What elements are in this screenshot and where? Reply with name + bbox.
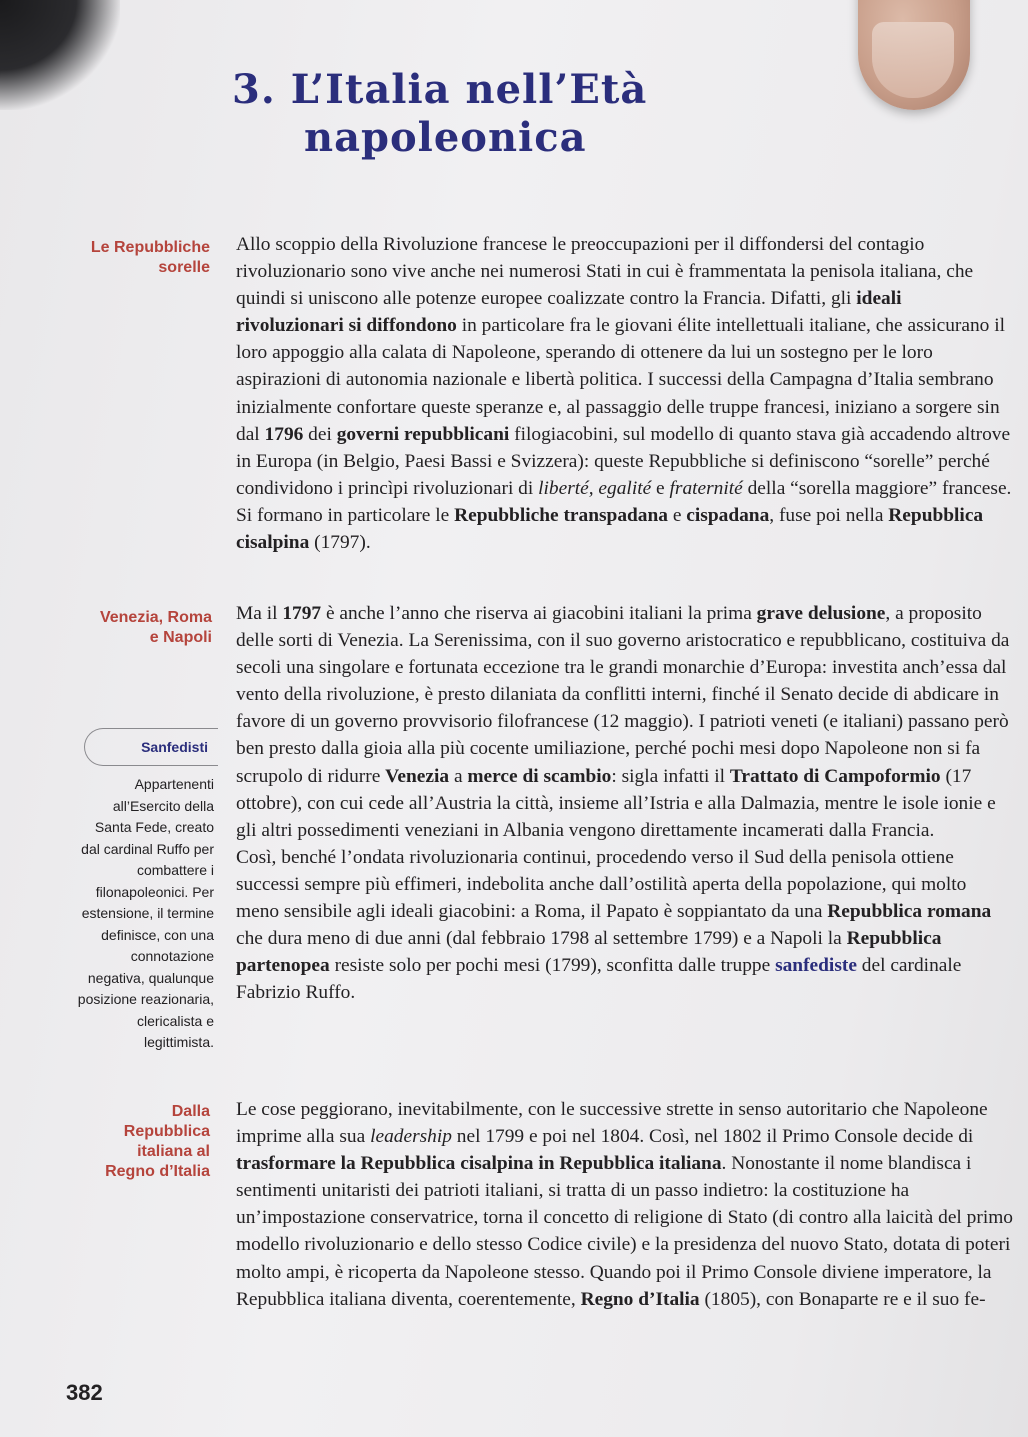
glossary-term-sanfedisti: Sanfedisti (84, 728, 218, 766)
bold-text: Venezia (385, 765, 450, 787)
text: nel 1799 e poi nel 1804. Così, nel 1802 il Primo Console decide di (451, 1126, 974, 1148)
text: a (449, 765, 468, 787)
text: (1797). (309, 532, 371, 554)
bold-text: merce di scambio (467, 765, 612, 787)
glossary-definition: Appartenenti all’Esercito della Santa Fede, creato dal cardinal Ruffo per combattere i filonapoleonici. Per estensione, il termine definisce, con una connotazione negativa, qualunque posizione reazionaria, clericalista e legittimista. (77, 776, 214, 1050)
text: in particolare fra le giovani élite intellettuali italiane, che assicurano il loro appoggio alla calata di Napoleone, sperando di ottenere da lui un sostegno per le loro aspirazioni di autonomia nazionale e libertà politica. I successi della Campagna d’Italia sembrano inizialmente confortare queste speranze e, al passaggio delle truppe francesi, iniziano a sorgere sin dal (236, 315, 1005, 445)
paragraph-repubbliche-sorelle (236, 231, 1014, 556)
paragraph-venezia-roma-napoli (236, 600, 1014, 1006)
text: che dura meno di due anni (dal febbraio 1798 al settembre 1799) e a Napoli la (236, 928, 847, 950)
bold-text: ideali rivoluzionari si diffondono (236, 288, 902, 337)
bold-text: Repubblica cisalpina (236, 504, 984, 554)
margin-heading-regno-italia: Dalla Repubblica italiana al Regno d’Italia (105, 1103, 210, 1180)
margin-heading-venezia-roma-napoli: Venezia, Roma e Napoli (99, 609, 212, 646)
bold-text: 1797 (282, 603, 322, 624)
title-line-1: L’Italia nell’Età (290, 66, 648, 113)
page-corner-shadow (0, 0, 120, 110)
text: è anche l’anno che riserva ai giacobini italiani la prima (321, 603, 757, 624)
chapter-title (232, 66, 647, 162)
thumbnail (872, 22, 954, 98)
section-number: 3. (232, 66, 276, 113)
bold-text: trasformare la Repubblica cisalpina in Repubblica italiana (236, 1153, 722, 1175)
text: . Nonostante il nome blandisca i sentimenti unitaristi dei patrioti italiani, si tratta di un passo indietro: la costituzione ha un’impostazione conservatrice, torna il concetto di religione di Stato (di contro alla laicità del primo modello rivoluzionario e dello stesso Codice civile) e la presidenza del nuovo Stato, dotata di poteri molto ampi, è ricoperta da Napoleone stesso. Quando poi il Primo Console diviene imperatore, la Repubblica italiana diventa, coerentemente, (236, 1153, 1013, 1310)
text: della “sorella maggiore” francese. Si formano in particolare le (236, 477, 1012, 526)
text: e (651, 477, 670, 499)
bold-text: Trattato di Campoformio (729, 765, 941, 787)
italic-text: fraternité (669, 477, 743, 499)
text: del cardinale Fabrizio Ruffo. (236, 955, 962, 1004)
title-line-2: napoleonica (304, 114, 587, 161)
text: Le cose peggiorano, inevitabilmente, con le successive strette in senso autoritario che Napoleone imprime alla sua (236, 1099, 988, 1148)
text: Allo scoppio della Rivoluzione francese le preoccupazioni per il diffondersi del contagio rivoluzionario sono vive anche nei numerosi Stati in cui è frammentata la penisola italiana, che quindi si uniscono alle potenze europee coalizzate contro la Francia. Difatti, gli (236, 234, 974, 310)
bold-text: cispadana (686, 504, 770, 526)
text: , a proposito delle sorti di Venezia. La Serenissima, con il suo governo aristocratico e repubblicano, costituiva da secoli una singolare e fortunata eccezione tra le grandi monarchie d’Europa: investita anch’essa dal vento della rivoluzione, è presto dilaniata da conflitti interni, finché il Senato decide di abdicare in favore di un governo provvisorio filofrancese (12 maggio). I patrioti veneti (e italiani) passano però ben presto dalla gioia alla più cocente umiliazione, perché pochi mesi dopo Napoleone non si fa scrupolo di ridurre (236, 603, 1010, 787)
bold-text: Repubblica romana (827, 901, 992, 923)
text: (1805), con Bonaparte re e il suo fe- (699, 1288, 986, 1310)
text: dei (303, 423, 337, 445)
bold-text: governi repubblicani (336, 423, 510, 445)
italic-text: leadership (370, 1126, 452, 1148)
text: filogiacobini, sul modello di quanto stava già accadendo altrove in Europa (in Belgio, Paesi Bassi e Svizzera): queste Repubbliche si definiscono “sorelle” perché condividono i princìpi rivoluzionari di (236, 423, 1011, 499)
paragraph-regno-italia (236, 1096, 1014, 1313)
text: Così, benché l’ondata rivoluzionaria continui, procedendo verso il Sud della penisola ottiene successi sempre più effimeri, indebolita anche dall’ostilità aperta della popolazione, qui molto meno sensibile agli ideali giacobini: a Roma, il Papato è soppiantato da una (236, 846, 967, 923)
text: Ma il (236, 603, 283, 624)
text: , fuse poi nella (769, 504, 889, 526)
bold-text: Repubbliche transpadana (454, 504, 668, 526)
bold-text: Repubblica partenopea (236, 928, 942, 977)
bold-text: 1796 (264, 423, 304, 445)
text: resiste solo per pochi mesi (1799), sconfitta dalle truppe (329, 955, 776, 977)
bold-text: Regno d’Italia (580, 1288, 700, 1310)
text: : sigla infatti il (611, 765, 730, 787)
text: e (667, 504, 687, 526)
glossary-link-sanfediste: sanfediste (775, 955, 857, 977)
bold-text: grave delusione (756, 603, 886, 624)
margin-heading-repubbliche-sorelle: Le Repubbliche sorelle (90, 239, 210, 276)
page-number: 382 (66, 1380, 103, 1405)
italic-text: liberté, egalité (538, 477, 652, 499)
text: (17 ottobre), con cui cede all’Austria la città, insieme all’Istria e alla Dalmazia, mentre le isole ionie e gli altri possedimenti veneziani in Albania vengono direttamente incamerati dalla Francia. (236, 765, 996, 841)
